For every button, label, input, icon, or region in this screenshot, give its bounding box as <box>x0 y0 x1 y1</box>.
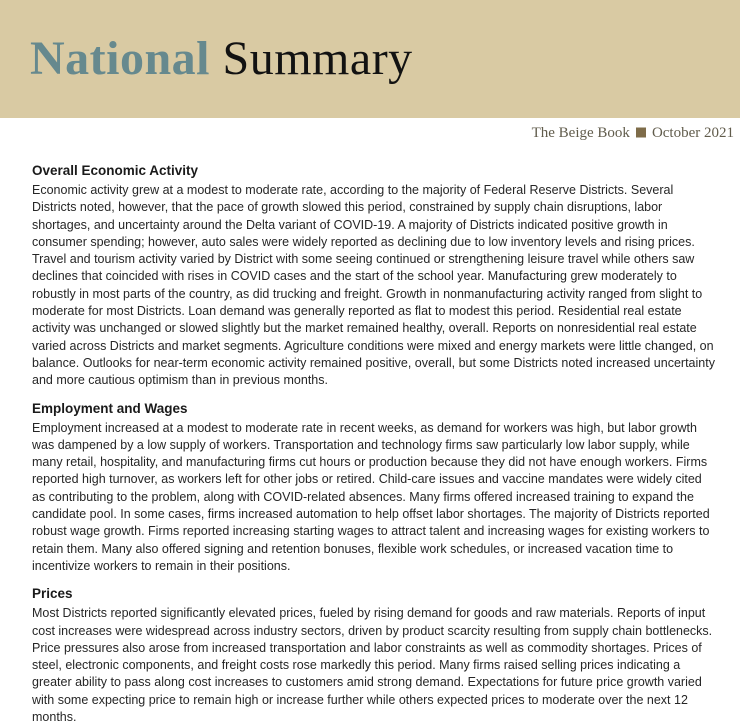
section-heading: Employment and Wages <box>32 400 188 416</box>
section-body: Employment increased at a modest to moderate rate in recent weeks, as demand for workers was high, but labor growth was dampened by a low supply of workers. Transportation and technology firms saw particularly low labor supply, while many retail, hospitality, and manufacturing firms cut hours or production because they did not have enough workers. Firms reported high turnover, as workers left for other jobs or retired. Child-care issues and vaccine mandates were widely cited as contributing to the problem, along with COVID-related absences. Many firms offered increased training to expand the candidate pool. In some cases, firms increased automation to help offset labor shortages. The majority of Districts reported robust wage growth. Firms reported increasing starting wages to attract talent and increasing wages for existing workers to retain them. Many also offered signing and retention bonuses, flexible work schedules, or increased vacation time to incentivize workers to remain in their positions. <box>32 420 710 573</box>
section-body: Economic activity grew at a modest to moderate rate, according to the majority of Federal Reserve Districts. Several Districts noted, however, that the pace of growth slowed this period, constrained by supply chain disruptions, labor shortages, and uncertainty around the Delta variant of COVID-19. A majority of Districts indicated positive growth in consumer spending; however, auto sales were widely reported as declining due to low inventory levels and rising prices. Travel and tourism activity varied by District with some seeing continued or strengthening leisure travel while others saw declines that coincided with rises in COVID cases and the start of the school year. Manufacturing grew moderately to robustly in most parts of the country, as did trucking and freight. Growth in nonmanufacturing activity ranged from slight to moderate for most Districts. Loan demand was generally reported as flat to modest this period. Residential real estate activity was unchanged or slowed slightly but the market remained healthy, overall. Reports on nonresidential real estate varied across Districts and market segments. Agriculture conditions were mixed and energy markets were little changed, on balance. Outlooks for near-term economic activity remained positive, overall, but some Districts noted increased uncertainty and more cautious optimism than in previous months. <box>32 183 715 388</box>
section-heading: Overall Economic Activity <box>32 163 199 178</box>
section-body: Most Districts reported significantly elevated prices, fueled by rising demand for goods and raw materials. Reports of input cost increases were widespread across industry sectors, driven by product scarcity resulting from supply chain bottlenecks. Price pressures also arose from increased transportation and labor constraints as well as commodity shortages. Prices of steel, electronic components, and freight costs rose markedly this period. Many firms raised selling prices indicating a greater ability to pass along cost increases to customers amid strong demand. Expectations for future price growth varied with some expecting price to remain high or increase further while others expected prices to moderate over the next 12 months. <box>32 606 713 725</box>
issue-date: October 2021 <box>651 125 734 141</box>
title-band <box>0 0 740 118</box>
section-prices <box>32 586 716 726</box>
publication-line <box>0 125 740 142</box>
summary-content <box>0 163 716 726</box>
section-heading: Prices <box>32 586 73 602</box>
page-title <box>0 0 740 118</box>
page-title-accent: National <box>30 32 211 85</box>
publication-name: The Beige Book <box>531 125 630 141</box>
section-employment-and-wages <box>32 401 716 576</box>
section-overall-economic-activity <box>32 163 716 390</box>
square-bullet-icon <box>636 128 646 138</box>
page-title-rest: Summary <box>210 32 413 85</box>
